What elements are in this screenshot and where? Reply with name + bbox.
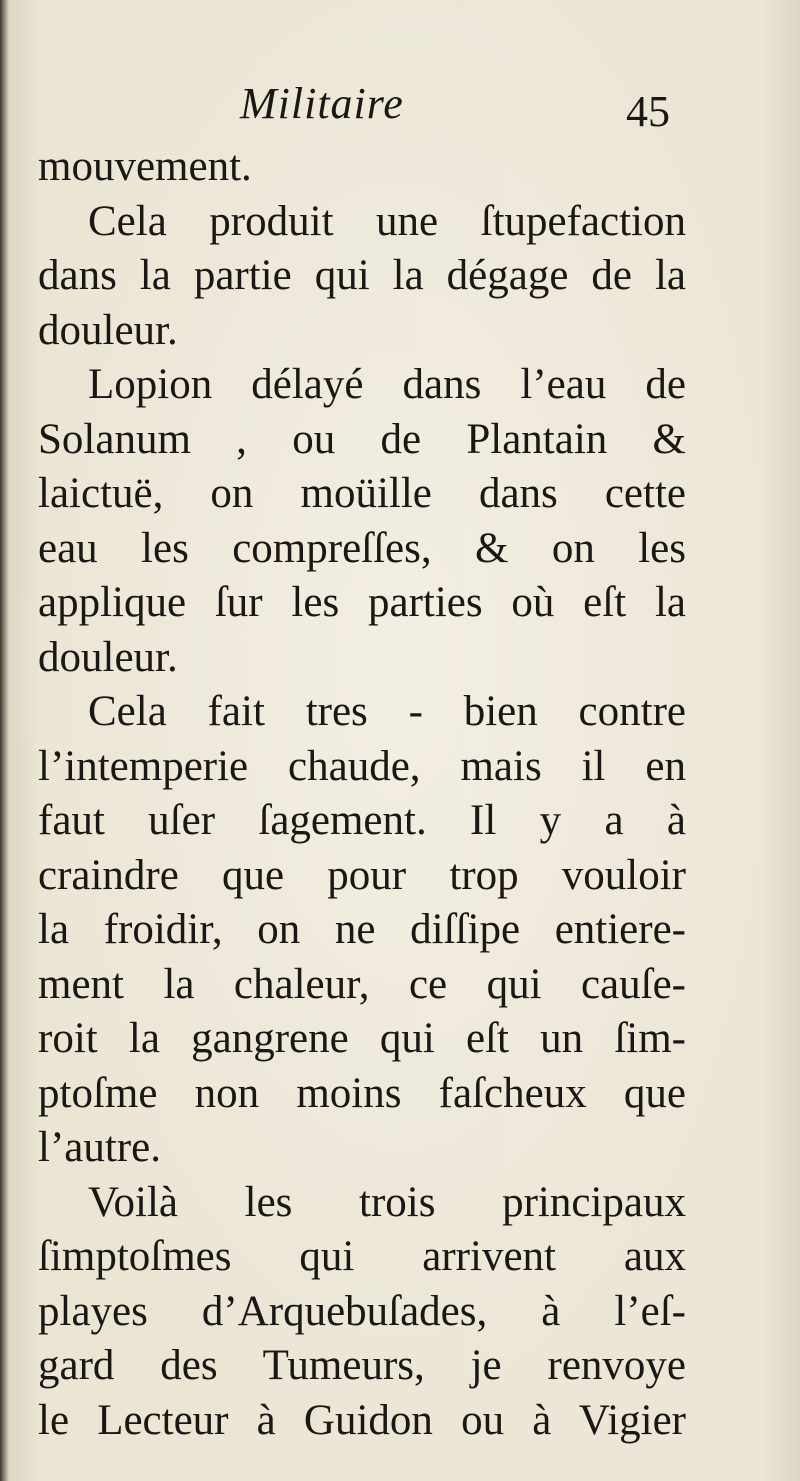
text-line: faut uſer ſagement. Il y a à	[38, 797, 686, 844]
page-gutter	[0, 0, 9, 1481]
text-line: roit la gangrene qui eſt un ſim-	[38, 1015, 686, 1062]
text-line: la froidir, on ne diſſipe entiere-	[38, 906, 686, 953]
text-line: Voilà les trois principaux	[88, 1178, 686, 1226]
text-line: mouvement.	[38, 143, 252, 190]
text-line: gard des Tumeurs, je renvoye	[38, 1342, 686, 1389]
text-line: douleur.	[38, 306, 178, 354]
text-line: ſimptoſmes qui arrivent aux	[38, 1233, 686, 1280]
text-line: laictuë, on moüille dans cette	[38, 470, 686, 517]
text-line: dans la partie qui la dégage de la	[38, 252, 686, 299]
text-line: Solanum , ou de Plantain &	[38, 415, 686, 463]
text-line: douleur.	[38, 633, 178, 681]
text-line: Cela fait tres - bien contre	[88, 688, 686, 735]
text-line: Lopion délayé dans l’eau de	[88, 361, 686, 408]
page-number: 45	[626, 87, 670, 136]
text-line: ment la chaleur, ce qui cauſe-	[38, 960, 686, 1008]
text-line: eau les compreſſes, & on les	[38, 524, 686, 572]
text-line: l’autre.	[38, 1124, 161, 1171]
running-title: Militaire	[240, 79, 404, 128]
text-line: Cela produit une ſtupefaction	[88, 197, 686, 245]
text-line: ptoſme non moins faſcheux que	[38, 1069, 686, 1117]
text-line: le Lecteur à Guidon ou à Vigier	[38, 1396, 686, 1444]
text-line: playes d’Arquebuſades, à l’eſ-	[38, 1287, 686, 1335]
text-line: l’intemperie chaude, mais il en	[38, 742, 686, 790]
text-line: craindre que pour trop vouloir	[38, 851, 686, 899]
page-header	[0, 70, 800, 140]
body-text	[38, 140, 686, 1448]
text-line: applique ſur les parties où eſt la	[38, 579, 686, 626]
